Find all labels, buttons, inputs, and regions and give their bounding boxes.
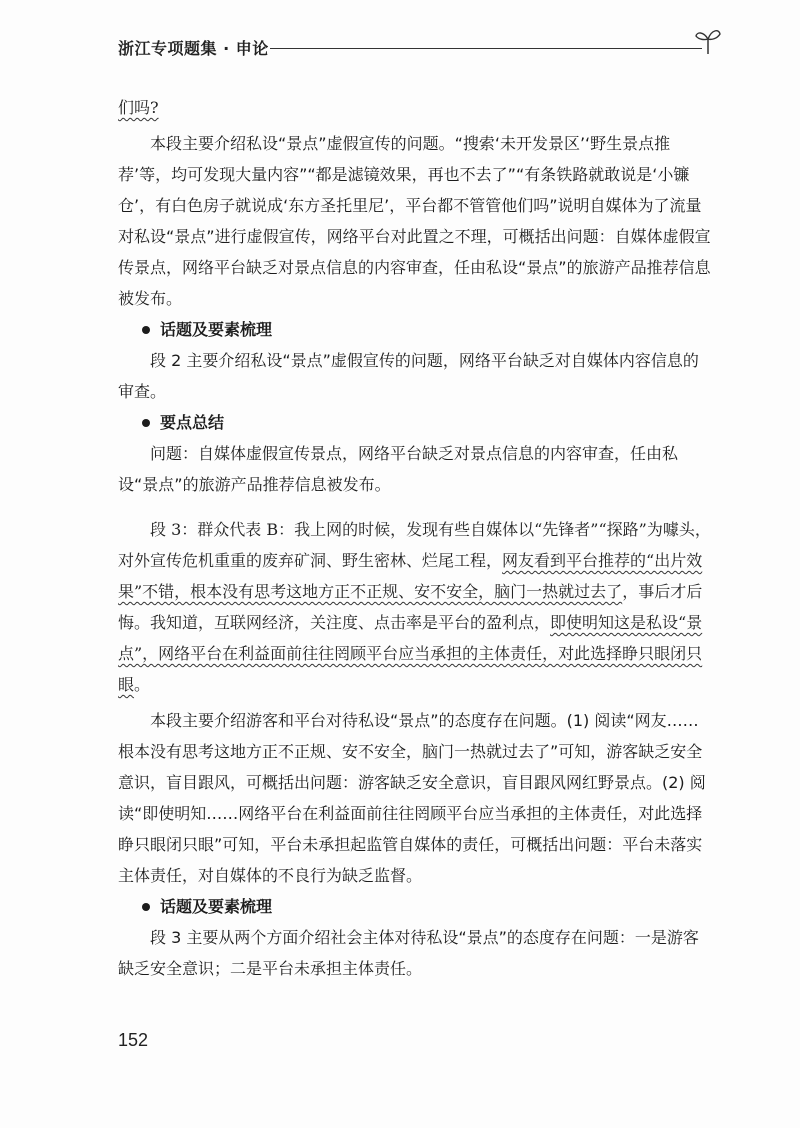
section-heading-label: 话题及要素梳理 (160, 897, 273, 916)
quote-text: 段 3：群众代表 B：我上网的时候，发现有些自媒体以“先锋者”“探路”为噱头，对外宣传危机重重的废弃矿洞、野生密林、烂尾工程， (118, 520, 711, 570)
section-heading-label: 话题及要素梳理 (160, 320, 273, 339)
sprout-icon (694, 26, 722, 56)
book-title: 浙江专项题集 · 申论 (118, 39, 269, 58)
analysis-paragraph-1: 本段主要介绍私设“景点”虚假宣传的问题。“搜索‘未开发景区’‘野生景点推荐’等，均可发现大量内容”“都是滤镜效果，再也不去了”“有条铁路就敢说是‘小镰仓’，有白色房子就说成‘东方圣托里尼’，平台都不管管他们吗”说明自媒体为了流量对私设“景点”进行虚假宣传，网络平台对此置之不理，可概括出问题：自媒体虚假宣传景点，网络平台缺乏对景点信息的内容审查，任由私设“景点”的旅游产品推荐信息被发布。 (118, 134, 711, 308)
section-heading-topic-2 (118, 891, 712, 922)
bullet-dot (142, 419, 150, 427)
page-number: 152 (118, 1030, 149, 1050)
summary-paragraph-3: 段 3 主要从两个方面介绍社会主体对待私设“景点”的态度存在问题：一是游客缺乏安全意识；二是平台未承担主体责任。 (118, 928, 699, 978)
bullet-dot (142, 326, 150, 334)
summary-paragraph-2: 段 2 主要介绍私设“景点”虚假宣传的问题，网络平台缺乏对自媒体内容信息的审查。 (118, 351, 699, 401)
quote-underlined-2: 即使明知这是私设“景点”，网络平台在利益面前往往罔顾平台应当承担的主体责任，对此选择睁只眼闭只眼 (118, 613, 703, 694)
summary-problem: 问题：自媒体虚假宣传景点，网络平台缺乏对景点信息的内容审查，任由私设“景点”的旅游产品推荐信息被发布。 (118, 444, 679, 494)
page-body (118, 92, 712, 984)
section-heading-label: 要点总结 (160, 413, 225, 432)
header-rule (270, 48, 702, 49)
analysis-paragraph-3: 本段主要介绍游客和平台对待私设“景点”的态度存在问题。(1) 阅读“网友……根本没有思考这地方正不正规、安不安全，脑门一热就过去了”可知，游客缺乏安全意识，盲目跟风，可概括出问题：游客缺乏安全意识，盲目跟风网红野景点。(2) 阅读“即使明知……网络平台在利益面前往往罔顾平台应当承担的主体责任，对此选择睁只眼闭只眼”可知，平台未承担起监管自媒体的责任，可概括出问题：平台未落实主体责任，对自媒体的不良行为缺乏监督。 (118, 711, 706, 885)
quote-text: ，事后才后悔。我知道，互联网经济，关注度、点击率是平台的盈利点， (118, 582, 703, 632)
quote-underlined-1: 网友看到平台推荐的“出片效果”不错，根本没有思考这地方正不正规、安不安全，脑门一热就过去了 (118, 551, 703, 601)
continued-line (118, 92, 712, 123)
section-heading-points (118, 407, 712, 438)
quote-text: 。 (134, 675, 151, 694)
continued-text: 们吗? (118, 98, 159, 117)
bullet-dot (142, 903, 150, 911)
section-heading-topic-1 (118, 314, 712, 345)
running-header (118, 26, 718, 66)
source-quote-paragraph-3 (118, 514, 712, 700)
